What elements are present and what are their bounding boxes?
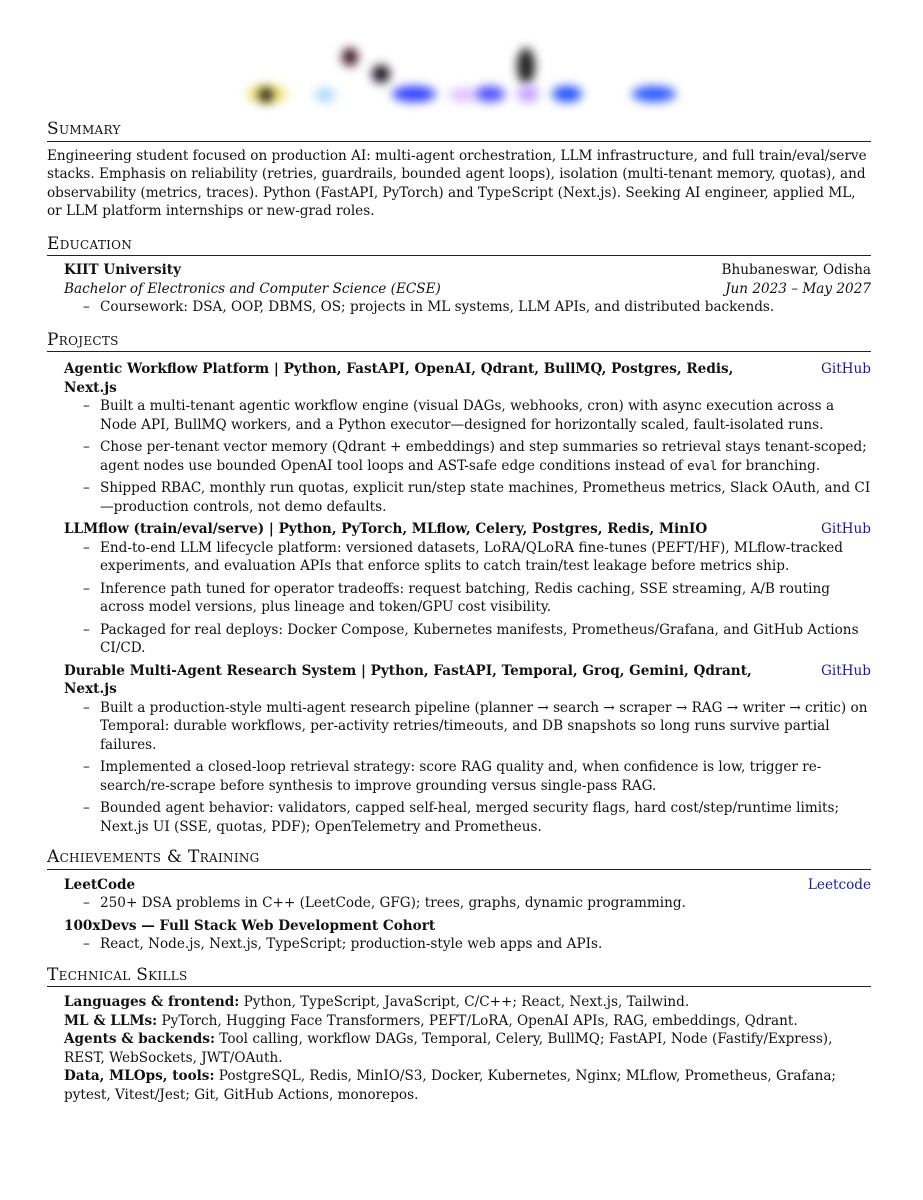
school-location: Bhubaneswar, Odisha	[721, 262, 871, 278]
skill-value: PyTorch, Hugging Face Transformers, PEFT/LoRA, OpenAI APIs, RAG, embeddings, Qdrant.	[157, 1012, 798, 1029]
skill-row	[64, 993, 871, 1012]
project-bullet: – Implemented a closed-loop retrieval strategy: score RAG quality and, when confidence is low, trigger re-search/re-scrape before synthesis to improve grounding versus single-pass RAG.	[100, 758, 871, 795]
project-bullet: – Shipped RBAC, monthly run quotas, explicit run/step state machines, Prometheus metrics, Slack OAuth, and CI—production controls, not demo defaults.	[100, 479, 871, 516]
skill-row	[64, 1067, 871, 1104]
education-entry	[47, 261, 871, 317]
skills-section	[47, 966, 871, 1105]
project-bullet: – End-to-end LLM lifecycle platform: versioned datasets, LoRA/QLoRA fine-tunes (PEFT/HF), MLflow-tracked experiments, and evaluation APIs that enforce splits to catch train/test leakage before metrics ship.	[100, 539, 871, 576]
redacted-header	[47, 0, 871, 120]
redacted-blob	[315, 88, 335, 102]
school-name: KIIT University	[64, 262, 181, 278]
projects-section	[47, 331, 871, 837]
bullet-text-suffix: for branching.	[717, 457, 821, 474]
project-bullet	[100, 438, 871, 475]
summary-text: Engineering student focused on production AI: multi-agent orchestration, LLM infrastructure, and full train/eval/serve stacks. Emphasis on reliability (retries, guardrails, bounded agent loops), isolation (multi-tenant memory, quotas), and observability (metrics, traces). Python (FastAPI, PyTorch) and TypeScript (Next.js). Seeking AI engineer, applied ML, or LLM platform internships or new-grad roles.	[47, 147, 867, 219]
project-title: LLMflow (train/eval/serve) | Python, PyTorch, MLflow, Celery, Postgres, Redis, MinIO	[64, 521, 708, 537]
redacted-blob	[342, 48, 358, 66]
redacted-blob	[632, 86, 676, 102]
achievements-section	[47, 848, 871, 954]
redacted-blob	[552, 86, 582, 102]
section-title: Achievements & Training	[47, 848, 871, 870]
achievement-title: LeetCode	[64, 876, 136, 893]
github-link[interactable]: GitHub	[821, 361, 871, 377]
project-entry	[47, 520, 871, 658]
achievement-bullet: – React, Node.js, Next.js, TypeScript; production-style web apps and APIs.	[100, 935, 871, 954]
leetcode-link[interactable]: Leetcode	[807, 876, 871, 893]
section-title: Technical Skills	[47, 966, 871, 988]
redacted-blob	[517, 48, 535, 84]
skill-value: Tool calling, workflow DAGs, Temporal, Celery, BullMQ; FastAPI, Node (Fastify/Express), REST, WebSockets, JWT/OAuth.	[64, 1031, 833, 1066]
project-title: Agentic Workflow Platform | Python, FastAPI, OpenAI, Qdrant, BullMQ, Postgres, Redis, Next.js	[64, 361, 734, 396]
skill-label: Data, MLOps, tools:	[64, 1068, 215, 1084]
project-entry	[47, 360, 871, 516]
project-title: Durable Multi-Agent Research System | Python, FastAPI, Temporal, Groq, Gemini, Qdrant, Next.js	[64, 662, 752, 697]
redacted-blob	[392, 86, 436, 102]
skills-list	[47, 993, 871, 1104]
skill-row	[64, 1012, 871, 1031]
redacted-blob	[475, 86, 505, 102]
redacted-blob	[449, 88, 477, 102]
achievement-bullet: – 250+ DSA problems in C++ (LeetCode, GFG); trees, graphs, dynamic programming.	[100, 894, 871, 913]
achievement-title: 100xDevs — Full Stack Web Development Cohort	[64, 917, 436, 934]
summary-section	[47, 120, 871, 221]
skill-label: ML & LLMs:	[64, 1012, 158, 1029]
achievement-entry	[47, 917, 871, 954]
redacted-blob	[517, 86, 539, 102]
education-dates: Jun 2023 – May 2027	[725, 280, 871, 297]
achievement-entry	[47, 876, 871, 913]
skill-row	[64, 1030, 871, 1067]
degree: Bachelor of Electronics and Computer Science (ECSE)	[64, 280, 441, 297]
section-title: Summary	[47, 120, 871, 142]
project-bullet: – Bounded agent behavior: validators, capped self-heal, merged security flags, hard cost/step/runtime limits; Next.js UI (SSE, quotas, PDF); OpenTelemetry and Prometheus.	[100, 799, 871, 836]
project-bullet: – Inference path tuned for operator tradeoffs: request batching, Redis caching, SSE streaming, A/B routing across model versions, plus lineage and token/GPU cost visibility.	[100, 580, 871, 617]
github-link[interactable]: GitHub	[821, 521, 871, 537]
project-bullet: – Packaged for real deploys: Docker Compose, Kubernetes manifests, Prometheus/Grafana, and GitHub Actions CI/CD.	[100, 621, 871, 658]
section-title: Projects	[47, 331, 871, 353]
code-eval: eval	[687, 457, 718, 473]
bullet-text: Chose per-tenant vector memory (Qdrant + embeddings) and step summaries so retrieval stays tenant-scoped; agent nodes use bounded OpenAI tool loops and AST-safe edge conditions instead of	[100, 439, 867, 474]
section-title: Education	[47, 235, 871, 257]
resume-page	[47, 0, 871, 1104]
project-bullet: – Built a production-style multi-agent research pipeline (planner → search → scraper → RAG → writer → critic) on Temporal: durable workflows, per-activity retries/timeouts, and DB snapshots so long runs survive partial failures.	[100, 699, 871, 755]
project-entry	[47, 662, 871, 837]
skill-label: Languages & frontend:	[64, 994, 240, 1010]
github-link[interactable]: GitHub	[821, 662, 871, 679]
skill-value: PostgreSQL, Redis, MinIO/S3, Docker, Kubernetes, Nginx; MLflow, Prometheus, Grafana; pytest, Vitest/Jest; Git, GitHub Actions, monorepos.	[64, 1068, 837, 1103]
skill-value: Python, TypeScript, JavaScript, C/C++; React, Next.js, Tailwind.	[239, 994, 690, 1010]
project-bullet: – Built a multi-tenant agentic workflow engine (visual DAGs, webhooks, cron) with async execution across a Node API, BullMQ workers, and a Python executor—designed for horizontally scaled, fault-isolated runs.	[100, 397, 871, 434]
skill-label: Agents & backends:	[64, 1031, 215, 1047]
redacted-blob	[259, 88, 273, 102]
education-section	[47, 235, 871, 317]
education-bullet: – Coursework: DSA, OOP, DBMS, OS; projects in ML systems, LLM APIs, and distributed backends.	[100, 298, 871, 317]
redacted-blob	[372, 65, 390, 83]
